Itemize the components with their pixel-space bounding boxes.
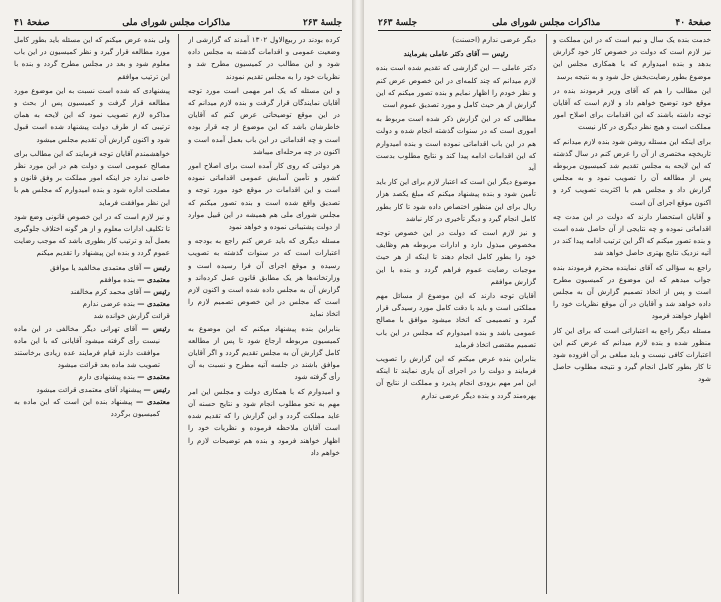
dialogue-line: قرائت گزارش خوانده شد — [93, 311, 170, 321]
column-divider — [178, 34, 179, 594]
speaker-heading: رئیس — آقای دکتر عاملی بفرمایند — [403, 49, 509, 59]
left-page-title: مذاکرات مجلس شورای ملی — [122, 18, 231, 28]
right-page-header — [378, 8, 711, 31]
dialogue-line: رئیس — آقای محمد کرم مخالفند — [70, 287, 170, 297]
paragraph: مسئله دیگری که باید عرض کنم راجع به بودجه و اعتبارات است که در سنوات گذشته به تصویب رسیده و موقع اجرای آن فرا رسیده است و وزارتخانه‌ها هر یک مطابق قانون عمل کرده‌اند و گزارش آن به مجلس داده شده است و اکنون لازم است که مجلس در این خصوص تصمیم لازم را اتخاذ نماید — [188, 236, 340, 319]
left-page-session: جلسهٔ ۲۶۳ — [302, 18, 342, 28]
paragraph: دکتر عاملی — این گزارشی که تقدیم شده است بنده لازم میدانم که چند کلمه‌ای در این خصوص عرض کنم و نظر خودم را اظهار نمایم و بنده تصور میکنم که این گزارش از هر حیث کامل و مورد تصدیق عموم است — [376, 63, 536, 110]
dialogue-line: معتمدی — بنده موافقم — [99, 274, 170, 284]
right-page-session: جلسهٔ ۲۶۳ — [378, 18, 418, 28]
paragraph: خواهشمندم آقایان توجه فرمایند که این مطالب برای مصالح عمومی است و دولت هم در این مورد نظر خاصی ندارد جز اینکه امور مملکت بر وفق قانون و مصلحت اداره شود و بنده امیدوارم که مجلس هم با این نظر موافقت فرماید — [14, 148, 170, 207]
paragraph: کرده بودند در ربیع‌الاول ۱۳۰۲ آمدند که گزارشی از وضعیت عمومی و اقدامات گذشته به مجلس داده شود و این مطالب در کمیسیون مطرح شد و نظریات خود را به مجلس تقدیم نمودند — [188, 35, 340, 81]
dialogue-line: رئیس — آقای معتمدی مخالفید یا موافق — [50, 262, 170, 272]
paragraph: و نیز لازم است که دولت در این خصوص توجه مخصوص مبذول دارد و ادارات مربوطه هم وظایف خود را بطور کامل انجام دهند تا اینکه از هر حیث موجبات رضایت عموم فراهم گردد و بنده با این گزارش موافقم — [376, 228, 536, 286]
paragraph: این مطالب را هم که آقای وزیر فرمودند بنده در موقع خود توضیح خواهم داد و لازم است که آقایان توجه داشته باشند که این اقدامات برای اصلاح امور مملکت است و هیچ نظر دیگری در کار نیست — [553, 85, 711, 132]
paragraph: بنابراین بنده عرض میکنم که این گزارش را تصویب فرمایند و دولت را در اجرای آن یاری نمایند تا اینکه این امر مهم بزودی انجام پذیرد و مملکت از نتایج آن بهره‌مند گردد و بنده دیگر عرضی ندارم — [376, 354, 536, 400]
paragraph: پیشنهادی که شده است نسبت به این موضوع مورد مطالعه قرار گرفت و کمیسیون پس از بحث و مذاکره لازم تصویب نمود که این لایحه به همان ترتیبی که از طرف دولت پیشنهاد شده است قبول شود و اکنون گزارش آن تقدیم مجلس میشود — [14, 85, 170, 144]
paragraph: برای اینکه این مسئله روشن شود بنده لازم میدانم که تاریخچه مختصری از آن را عرض کنم در سال گذشته که این لایحه به مجلس تقدیم شد کمیسیون مربوطه پس از مطالعه آن را تصویب نمود و به مجلس گزارش داد و مجلس هم با اکثریت تصویب کرد و اکنون موقع اجرای آن است — [553, 136, 711, 207]
paragraph: مسئله دیگر راجع به اعتباراتی است که برای این کار منظور شده و بنده لازم میدانم که عرض کنم این اعتبارات کافی نیست و باید مبلغی بر آن افزوده شود تا کار بطور کامل انجام گیرد و نتیجه مطلوب حاصل شود — [553, 325, 711, 384]
paragraph: خدمت بنده یک سال و نیم است که در این مملکت و نیز لازم است که دولت در خصوص کار خود گزارش بدهد و بنده امیدوارم که با همکاری مجلس این موضوع بطور رضایت‌بخش حل شود و به نتیجه برسد — [553, 35, 711, 81]
book-gutter — [352, 0, 364, 602]
paragraph: و نیز لازم است که در این خصوص قانونی وضع شود تا تکلیف ادارات معلوم و از هر گونه اختلاف جلوگیری بعمل آید و ترتیب کار بطوری باشد که موجب رضایت عموم گردد و بنده این پیشنهاد را تقدیم میکنم — [14, 211, 170, 258]
paragraph: بنابراین بنده پیشنهاد میکنم که این موضوع به کمیسیون مربوطه ارجاع شود تا پس از مطالعه کامل گزارش آن به مجلس تقدیم گردد و اگر آقایان موافق باشند در جلسه آتیه مطرح و نسبت به آن رأی گرفته شود — [188, 323, 340, 382]
paragraph: آقایان توجه دارند که این موضوع از مسائل مهم مملکتی است و باید با دقت کامل مورد رسیدگی قرار گیرد و تصمیمی که اتخاذ میشود موافق با مصالح عمومی باشد و بنده امیدوارم که مجلس در این باب تصمیم مقتضی اتخاذ فرماید — [376, 291, 536, 349]
dialogue-line: معتمدی — بنده عرضی ندارم — [82, 299, 170, 309]
dialogue-line: رئیس — پیشنهاد آقای معتمدی قرائت میشود — [36, 384, 170, 394]
left-page-header — [14, 8, 342, 31]
right-page-title: مذاکرات مجلس شورای ملی — [492, 18, 601, 28]
paragraph: و آقایان استحضار دارند که دولت در این مدت چه اقداماتی نموده و چه نتایجی از آن حاصل شده است و بنده تصور میکنم که اگر این ترتیب ادامه پیدا کند در آتیه نزدیک نتایج بهتری حاصل خواهد شد — [553, 211, 711, 258]
right-page-number: صفحهٔ ۴۰ — [675, 18, 711, 28]
right-page-right-column — [553, 34, 711, 596]
left-page-number: صفحهٔ ۴۱ — [14, 18, 50, 28]
left-page — [0, 0, 352, 602]
column-divider — [546, 34, 547, 594]
paragraph: ولی بنده عرض میکنم که این مسئله باید بطور کامل مورد مطالعه قرار گیرد و نظر کمیسیون در این باب معلوم شود و بعد در مجلس مطرح گردد و بنده با این ترتیب موافقم — [14, 35, 170, 81]
paragraph: راجع به سؤالی که آقای نماینده محترم فرمودند بنده جواب میدهم که این موضوع در کمیسیون مطرح است و پس از اتخاذ تصمیم گزارش آن به مجلس داده خواهد شد و آقایان در آن موقع نظریات خود را اظهار خواهند فرمود — [553, 262, 711, 321]
intro-line: دیگر عرضی ندارم (احسنت) — [452, 35, 536, 44]
paragraph: هر دولتی که روی کار آمده است برای اصلاح امور کشور و تأمین آسایش عمومی اقداماتی نموده است و این اقدامات در موقع خود مورد توجه و تصدیق واقع شده است و بنده تصور میکنم که مجلس شورای ملی هم همیشه در این قبیل موارد از دولت پشتیبانی نموده و خواهد نمود — [188, 161, 340, 232]
paragraph: و این مسئله که یک امر مهمی است مورد توجه آقایان نمایندگان قرار گرفت و بنده لازم میدانم که در این موقع توضیحاتی عرض کنم که آقایان خاطرشان باشد که این موضوع از چه قرار بوده است و چه اقداماتی در این باب بعمل آمده است و اکنون در چه مرحله‌ای میباشد — [188, 85, 340, 156]
right-page-left-column — [376, 34, 536, 596]
left-page-right-column — [188, 34, 340, 596]
left-page-left-column — [14, 34, 170, 596]
dialogue-line: معتمدی — پیشنهاد بنده این است که این ماده به کمیسیون برگردد — [14, 396, 170, 419]
paragraph: و امیدوارم که با همکاری دولت و مجلس این امر مهم به نحو مطلوب انجام شود و نتایج حسنه آن عاید مملکت گردد و این گزارش را که تقدیم شده است آقایان ملاحظه فرموده و نظریات خود را اظهار خواهند فرمود و بنده هم توضیحات لازم را خواهم داد — [188, 386, 340, 457]
paragraph: مطالبی که در این گزارش ذکر شده است مربوط به اموری است که در سنوات گذشته انجام شده و دولت هم در این باب اقداماتی نموده است و بنده امیدوارم که این اقدامات ادامه پیدا کند و نتایج مطلوب بدست آید — [376, 114, 536, 173]
right-page — [364, 0, 721, 602]
dialogue-line: معتمدی — بنده پیشنهادی دارم — [78, 372, 170, 382]
dialogue-line: رئیس — آقای تهرانی دیگر مخالفی در این ماده نیست رأی گرفته میشود آقایانی که با این ماده موافقت دارند قیام فرمایند عده زیادی برخاستند تصویب شد ماده بعد قرائت میشود — [14, 323, 170, 370]
paragraph: موضوع دیگر این است که اعتبار لازم برای این کار باید تأمین شود و بنده پیشنهاد میکنم که مبلغ یکصد هزار ریال برای این منظور اختصاص داده شود تا کار بطور کامل انجام گیرد و دیگر تأخیری در کار نباشد — [376, 177, 536, 223]
